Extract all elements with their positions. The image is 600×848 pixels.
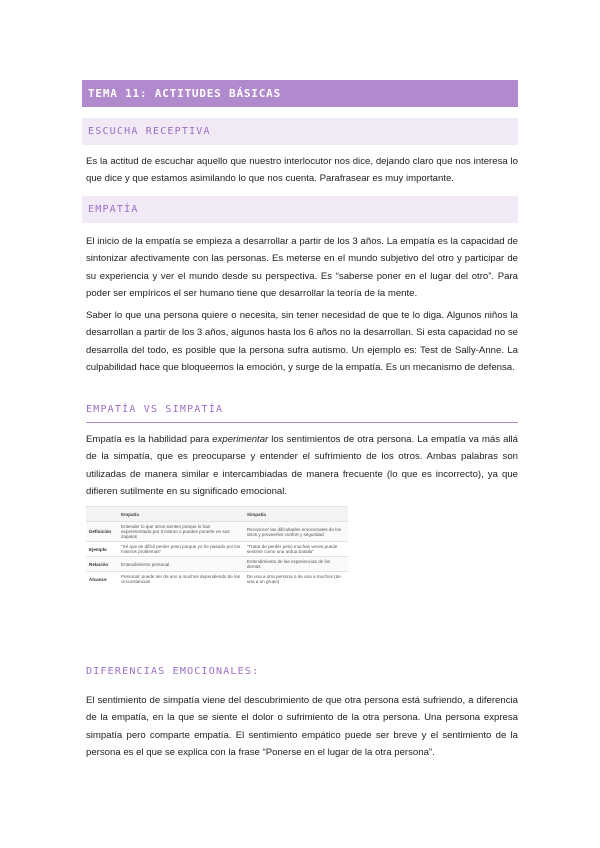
table-header-cell <box>86 507 118 522</box>
table-cell: “Sé que es difícil perder peso porque yo he pasado por los mismos problemas” <box>118 542 244 557</box>
section-heading-escucha: ESCUCHA RECEPTIVA <box>82 118 518 145</box>
section-heading-diferencias: DIFERENCIAS EMOCIONALES: <box>86 666 260 677</box>
paragraph-escucha: Es la actitud de escuchar aquello que nuestro interlocutor nos dice, dejando claro que nos interesa lo que dice y que estamos asimilando lo que nos cuenta. Parafrasear es muy importante. <box>86 156 518 185</box>
paragraph-empatia-1: El inicio de la empatía se empieza a desarrollar a partir de los 3 años. La empatía es la capacidad de sintonizar afectivamente con las personas. Es meterse en el mundo subjetivo del otro y participar de su experiencia y ver el mundo desde su perspectiva. Es “saberse poner en el lugar del otro”. Para poder ser empíricos el ser humano tiene que desarrollar la teoría de la mente. <box>86 236 518 300</box>
table-cell: Entendimiento de las experiencias de los demás <box>244 557 348 572</box>
table-row-label: Ejemplo <box>86 542 118 557</box>
table-row <box>86 542 348 557</box>
table-cell: De una a otra persona o de una a muchos (de una a un grupo) <box>244 572 348 587</box>
table-row-label: Relación <box>86 557 118 572</box>
section-heading-empatia-vs-simpatia: EMPATÍA VS SIMPATÍA <box>86 404 224 415</box>
paragraph-diferencias: El sentimiento de simpatía viene del descubrimiento de que otra persona está sufriendo, a diferencia de la empatía, en la que se siente el dolor o sufrimiento de la otra persona. Una persona expresa simpatía pero comparte empatía. El sentimiento empático puede ser breve y el sentimiento de la persona es el que se explica con la frase “Ponerse en el lugar de la otra persona”. <box>86 695 518 759</box>
section-divider <box>86 422 518 423</box>
paragraph-empatia-2: Saber lo que una persona quiere o necesita, sin tener necesidad de que te lo diga. Algunos niños la desarrollan a partir de los 3 años, algunos hasta los 6 años no la desarrollan. Si esta capacidad no se desarrolla del todo, es posible que la persona sufra autismo. Un ejemplo es: Test de Sally-Anne. La culpabilidad hace que bloqueemos la emoción, y surge de la empatía. Es un mecanismo de defensa. <box>86 310 518 374</box>
table-header-cell: Empatía <box>118 507 244 522</box>
table-row <box>86 557 348 572</box>
table-row-label: Definición <box>86 522 118 542</box>
table-row <box>86 572 348 587</box>
table-cell: “Tratar de perder peso muchas veces puede sentirse como una ardua batalla” <box>244 542 348 557</box>
table-cell: Entendimiento personal <box>118 557 244 572</box>
table-cell: Reconocer las dificultades emocionales de los otros y proveerles confort y seguridad <box>244 522 348 542</box>
section-heading-empatia: EMPATÍA <box>82 196 518 223</box>
table-cell: Entender lo que otros sienten porque lo has experimentado por ti mismo o puedes ponerte en sus zapatos <box>118 522 244 542</box>
emphasis-experimentar: experimentar <box>212 434 269 445</box>
table-header-cell: Simpatía <box>244 507 348 522</box>
table-header-row <box>86 507 348 522</box>
comparison-table <box>86 506 348 586</box>
page-title: TEMA 11: ACTITUDES BÁSICAS <box>82 80 518 107</box>
table-row <box>86 522 348 542</box>
paragraph-empatia-vs-simpatia: Empatía es la habilidad para experimentar los sentimientos de otra persona. La empatía va más allá de la simpatía, que es preocuparse y entender el sufrimiento de los otros. Ambas palabras son utilizadas de manera similar e intercambiadas de manera frecuente (lo que es incorrecto), ya que difieren sutilmente en su significado emocional. <box>86 434 519 498</box>
table-row-label: Alcance <box>86 572 118 587</box>
table-cell: Personal; puede ser de uno a muchos dependiendo de las circunstancias <box>118 572 244 587</box>
